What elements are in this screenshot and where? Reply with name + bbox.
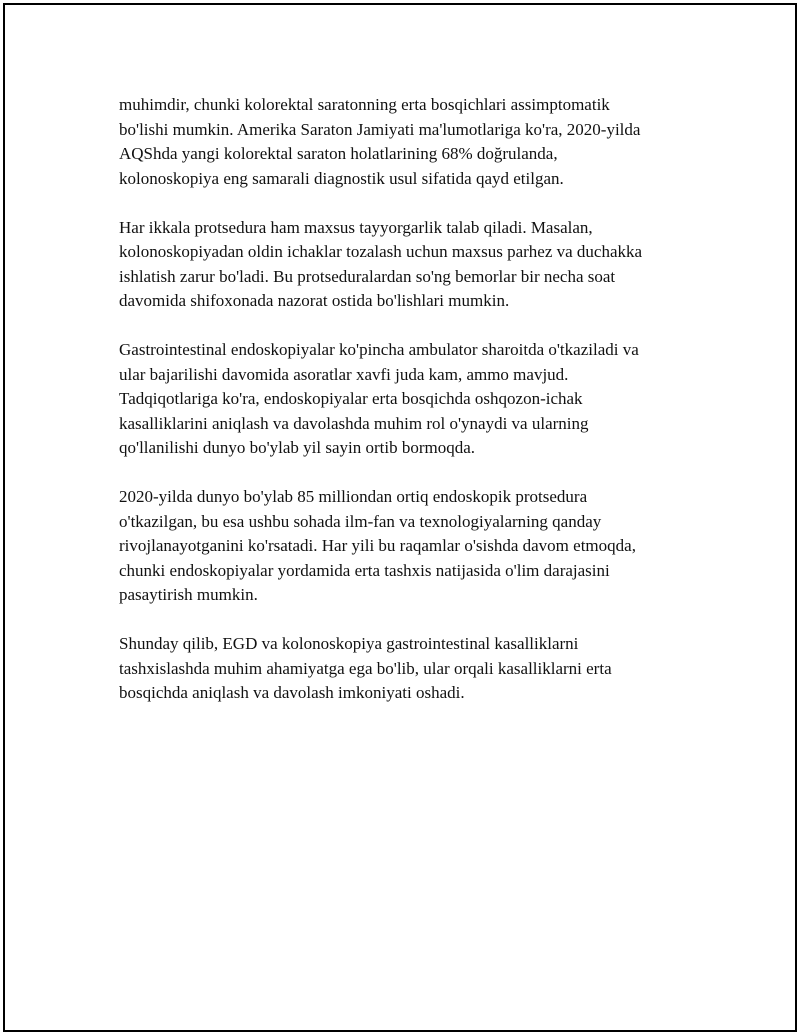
text-line: ishlatish zarur bo'ladi. Bu protseduralardan so'ng bemorlar bir necha soat <box>119 266 616 286</box>
text-line: 2020-yilda dunyo bo'ylab 85 milliondan ortiq endoskopik protsedura <box>119 487 588 506</box>
text-line: muhimdir, chunki kolorektal saratonning erta bosqichlari assimptomatik <box>119 95 610 114</box>
text-line: rivojlanayotganini ko'rsatadi. Har yili bu raqamlar o'sishda davom etmoqda, <box>119 536 636 555</box>
document-page <box>3 3 797 1032</box>
text-line: kasalliklarini aniqlash va davolashda muhim rol o'ynaydi va ularning <box>119 413 589 433</box>
paragraph-5 <box>119 632 719 706</box>
text-line: davomida shifoxonada nazorat ostida bo'lishlari mumkin. <box>119 291 510 310</box>
text-line: o'tkazilgan, bu esa ushbu sohada ilm-fan va texnologiyalarning qanday <box>119 511 602 531</box>
text-line: ular bajarilishi davomida asoratlar xavfi juda kam, ammo mavjud. <box>119 364 569 384</box>
text-line: qo'llanilishi dunyo bo'ylab yil sayin ortib bormoqda. <box>119 438 476 457</box>
text-line: Har ikkala protsedura ham maxsus tayyorgarlik talab qiladi. Masalan, <box>119 217 593 237</box>
paragraph-4 <box>119 485 719 608</box>
text-line: Gastrointestinal endoskopiyalar ko'pincha ambulator sharoitda o'tkaziladi va <box>119 340 639 359</box>
document-body <box>119 93 719 730</box>
text-line: kolonoskopiya eng samarali diagnostik usul sifatida qayd etilgan. <box>119 168 564 188</box>
text-line: bo'lishi mumkin. Amerika Saraton Jamiyati ma'lumotlariga ko'ra, 2020-yilda <box>119 119 641 139</box>
paragraph-3 <box>119 338 719 461</box>
text-line: pasaytirish mumkin. <box>119 585 258 604</box>
text-line: tashxislashda muhim ahamiyatga ega bo'lib, ular orqali kasalliklarni erta <box>119 658 612 678</box>
text-line: bosqichda aniqlash va davolash imkoniyati oshadi. <box>119 683 465 702</box>
text-line: Shunday qilib, EGD va kolonoskopiya gastrointestinal kasalliklarni <box>119 634 579 653</box>
text-line: kolonoskopiyadan oldin ichaklar tozalash uchun maxsus parhez va duchakka <box>119 242 643 261</box>
paragraph-2 <box>119 216 719 314</box>
text-line: Tadqiqotlariga ko'ra, endoskopiyalar erta bosqichda oshqozon-ichak <box>119 389 583 408</box>
text-line: AQShda yangi kolorektal saraton holatlarining 68% doğrulanda, <box>119 144 558 163</box>
paragraph-1 <box>119 93 719 191</box>
text-line: chunki endoskopiyalar yordamida erta tashxis natijasida o'lim darajasini <box>119 560 610 580</box>
